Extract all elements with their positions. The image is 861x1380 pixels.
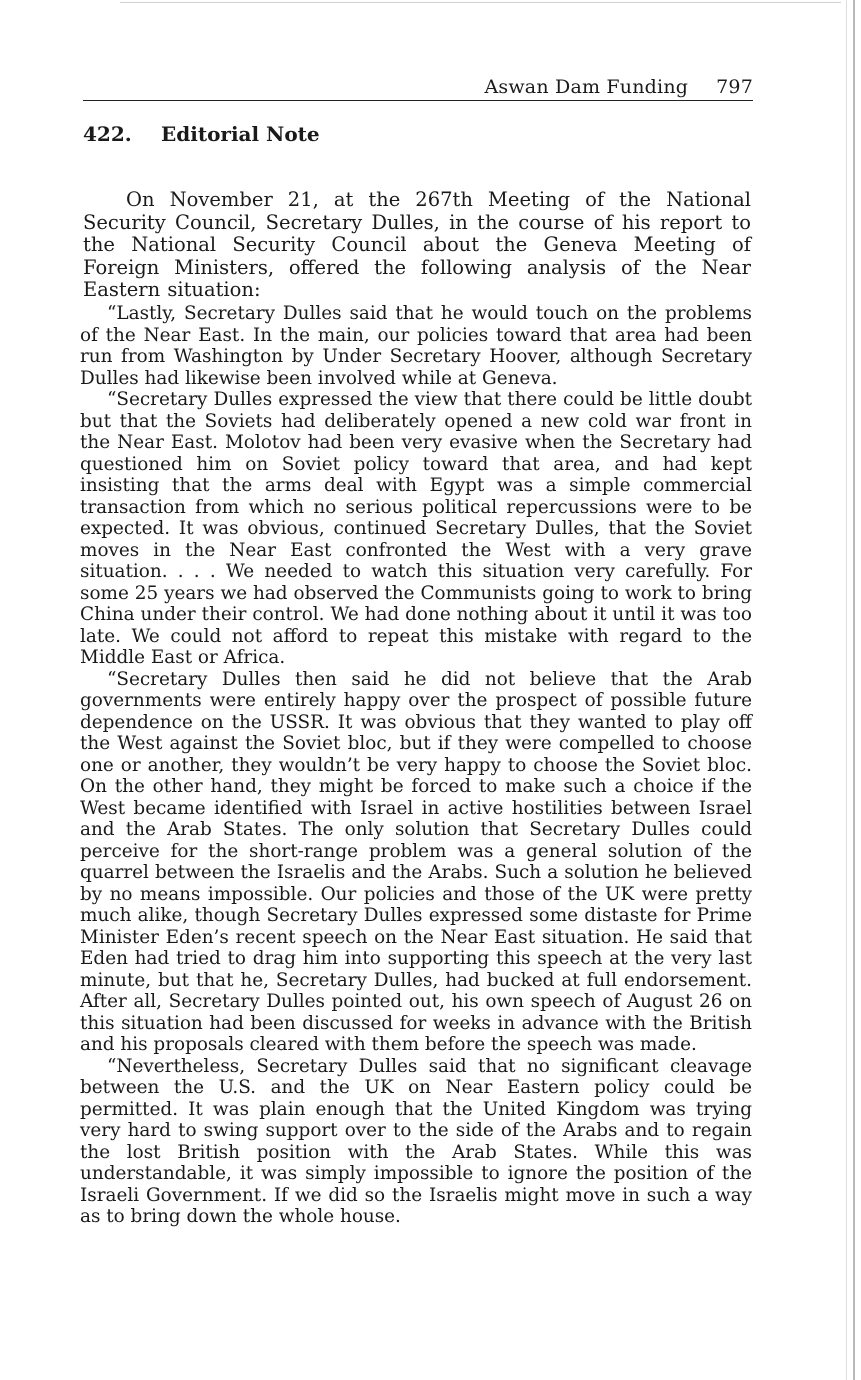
quoted-report [80, 303, 752, 1228]
document-heading [83, 122, 320, 146]
intro-paragraph: On November 21, at the 267th Meeting of the National Security Council, Secretary Dulles, in the course of his report to the National Security Council about the Geneva Meeting of Foreign Ministers, offered the following analysis of the Near Eastern situation: [83, 188, 751, 301]
scan-top-rule [120, 2, 841, 3]
scan-edge-shadow [846, 0, 847, 1380]
quote-paragraph-3: “Secretary Dulles then said he did not believe that the Arab governments were entirely happy over the prospect of possible future dependence on the USSR. It was obvious that they wanted to play off the West against the Soviet bloc, but if they were compelled to choose one or another, they wouldn’t be very happy to choose the Soviet bloc. On the other hand, they might be forced to make such a choice if the West became identified with Israel in active hostilities between Israel and the Arab States. The only solution that Secretary Dulles could perceive for the short-range problem was a general solution of the quarrel between the Israelis and the Arabs. Such a solution he believed by no means impossible. Our policies and those of the UK were pretty much alike, though Secretary Dulles expressed some distaste for Prime Minister Eden’s recent speech on the Near East situation. He said that Eden had tried to drag him into supporting this speech at the very last minute, but that he, Secretary Dulles, had bucked at full endorsement. After all, Secretary Dulles pointed out, his own speech of August 26 on this situation had been discussed for weeks in advance with the British and his proposals cleared with them before the speech was made. [80, 668, 752, 1055]
quote-paragraph-2: “Secretary Dulles expressed the view that there could be little doubt but that the Soviets had deliberately opened a new cold war front in the Near East. Molotov had been very evasive when the Secretary had questioned him on Soviet policy toward that area, and had kept insisting that the arms deal with Egypt was a simple commercial transaction from which no serious political repercussions were to be expected. It was obvious, continued Secretary Dulles, that the Soviet moves in the Near East confronted the West with a very grave situation. . . . We needed to watch this situation very carefully. For some 25 years we had observed the Communists going to work to bring China under their control. We had done nothing about it until it was too late. We could not afford to repeat this mistake with regard to the Middle East or Africa. [80, 389, 752, 668]
quote-paragraph-1: “Lastly, Secretary Dulles said that he would touch on the problems of the Near East. In the main, our policies toward that area had been run from Washington by Under Secretary Hoover, although Secretary Dulles had likewise been involved while at Geneva. [80, 303, 752, 389]
document-number: 422. [83, 122, 132, 146]
quote-paragraph-4: “Nevertheless, Secretary Dulles said that no significant cleavage between the U.S. and the UK on Near Eastern policy could be permitted. It was plain enough that the United Kingdom was trying very hard to swing support over to the side of the Arabs and to regain the lost British position with the Arab States. While this was understandable, it was simply impossible to ignore the position of the Israeli Government. If we did so the Israelis might move in such a way as to bring down the whole house. [80, 1055, 752, 1227]
document-title: Editorial Note [161, 122, 320, 146]
scan-page-edge [853, 0, 855, 1380]
running-header-text [484, 76, 753, 98]
page-number: 797 [716, 76, 753, 98]
running-title: Aswan Dam Funding [484, 76, 689, 98]
running-header [83, 76, 753, 101]
